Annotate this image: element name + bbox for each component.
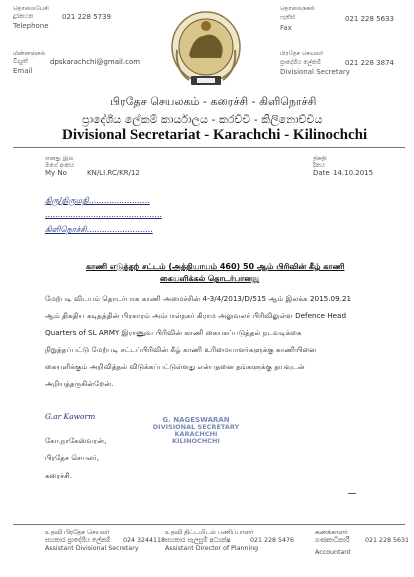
- ref-label-ta: எனது இல: [45, 155, 74, 162]
- addressee-line-1: திரு/திருமதி........................: [45, 196, 150, 205]
- body-line-4: நிறுத்தப்பட்டு மேற்படி சட்டப்பிரிவின் கீழ் காணி உரிமையாளர்களுக்கு காணியினை: [45, 345, 317, 354]
- footer-c2-si: සහකාර සැලසුම් අධ්‍යක්ෂ: [165, 537, 231, 544]
- footer-c3-value: 021 228 5631: [365, 537, 410, 544]
- footer-c2-ta: உதவி திட்டமிடல் பணிப்பாளர்: [165, 529, 254, 536]
- footer-c2-en: Assistant Director of Planning: [165, 545, 259, 552]
- signatory-place: கரைச்சி.: [45, 471, 73, 480]
- fax-label-en: Fax: [280, 24, 292, 32]
- emblem-icon: [169, 10, 243, 90]
- ref-number: KN/LI.RC/KR/12: [87, 169, 140, 177]
- email-label-si: විද්‍යුත්: [13, 58, 28, 65]
- signatory-title: பிரதேச செயலர்,: [45, 453, 100, 462]
- fax-label-ta: தொலைநகல்: [280, 5, 316, 12]
- footer-c1-value: 024 3244118: [123, 537, 166, 544]
- fax-value: 021 228 5633: [345, 15, 394, 23]
- addressee-line-3: கிளிநொச்சி..........................: [45, 225, 153, 234]
- email-label-ta: மின்னஞ்சல்: [13, 50, 46, 57]
- margin-mark: [348, 493, 356, 494]
- ds-value: 021 228 3874: [345, 59, 394, 67]
- phone-value: 021 228 5739: [62, 13, 111, 21]
- official-stamp: [148, 417, 244, 445]
- stamp-line-4: KILINOCHCHI: [172, 437, 220, 445]
- phone-label-si: දුරකථන: [13, 13, 34, 20]
- body-line-6: அறியத்தருகின்றேன்.: [45, 379, 114, 388]
- body-line-3: Quarters of SL ARMY இராணுவ பிரிவின் காணி கையகப்படுத்தல் நடவடிக்கை: [45, 328, 302, 337]
- ds-label-si: ප්‍රාදේශීය ලේකම්: [280, 59, 322, 66]
- footer-c3-en: Accountant: [315, 549, 351, 556]
- phone-label-en: Telephone: [13, 22, 49, 30]
- stamp-line-2: DIVISIONAL SECRETARY: [152, 423, 240, 431]
- signatory-name: கோ.நாகேஸ்வரன்,: [45, 436, 107, 445]
- date-value: 14.10.2015: [333, 169, 374, 177]
- body-line-5: கையளிக்கும் அறிவித்தல் விடுக்கப்பட்டுள்ளது என்பதனை தங்களுக்கு தயவுடன்: [45, 362, 305, 371]
- footer-divider: [13, 524, 405, 525]
- date-label-si: දිනය: [313, 162, 325, 169]
- footer-c1-si: සහකාර ප්‍රාදේශීය ලේකම්: [45, 537, 111, 544]
- ds-label-ta: பிரதேச செயலர்: [280, 50, 324, 57]
- subject-line-1: காணி எடுத்தற் சட்டம் (அத்தியாயம் 460) 50 ஆம் பிரிவின் கீழ் காணி: [86, 262, 345, 271]
- signature-scribble: G.ar Kaworm: [45, 412, 96, 421]
- footer-c1-en: Assistant Divisional Secretary: [45, 545, 139, 552]
- header-divider: [13, 147, 405, 148]
- footer-c1-ta: உதவி பிரதேச செயலர்: [45, 529, 110, 536]
- title-english: Divisional Secretariat - Karachchi - Kilinochchi: [62, 127, 368, 143]
- fax-label-si: ෆැක්ස්: [280, 14, 295, 21]
- footer-c3-ta: கணக்காளர்: [315, 529, 348, 536]
- body-line-1: மேற்படி விடயம் தொடர்பாக காணி அமைச்சின் 4-3/4/2013/D/515 ஆம் இலக்க 2015.09.21: [45, 294, 352, 303]
- footer-c2-value: 021 228 5476: [250, 537, 295, 544]
- body-line-2: ஆம் திகதிய கடிதத்தின் பிரகாரம் அம்பாள்நகர் கிராம அலுவலர் பிரிவிலுள்ள Defence Head: [45, 311, 347, 320]
- email-label-en: Email: [13, 67, 33, 75]
- title-tamil: பிரதேச செயலகம் - கரைச்சி - கிளிநொச்சி: [110, 95, 317, 108]
- addressee-line-2: ..............................................: [45, 210, 162, 219]
- ref-label-en: My No: [45, 169, 67, 177]
- date-label-ta: திகதி: [313, 155, 327, 162]
- stamp-line-1: G. NAGESWARAN: [162, 416, 230, 424]
- ref-label-si: මගේ අංකය: [45, 162, 75, 169]
- footer-c3-si: ගණකාධිකාරී: [315, 537, 350, 544]
- ds-label-en: Divisional Secretary: [280, 68, 350, 76]
- date-label-en: Date: [313, 169, 330, 177]
- stamp-line-3: KARACHCHI: [174, 430, 218, 438]
- email-value: dpskarachchi@gmail.com: [50, 58, 141, 66]
- subject-line-2: கையளிக்கல் தொடர்பானது: [160, 274, 260, 283]
- title-sinhala: ප්‍රාදේශීය ලේකම් කාර්යාලය - කරච්චි - කිලිනොච්චිය: [82, 113, 323, 126]
- phone-label-ta: தொலைபேசி: [13, 5, 49, 12]
